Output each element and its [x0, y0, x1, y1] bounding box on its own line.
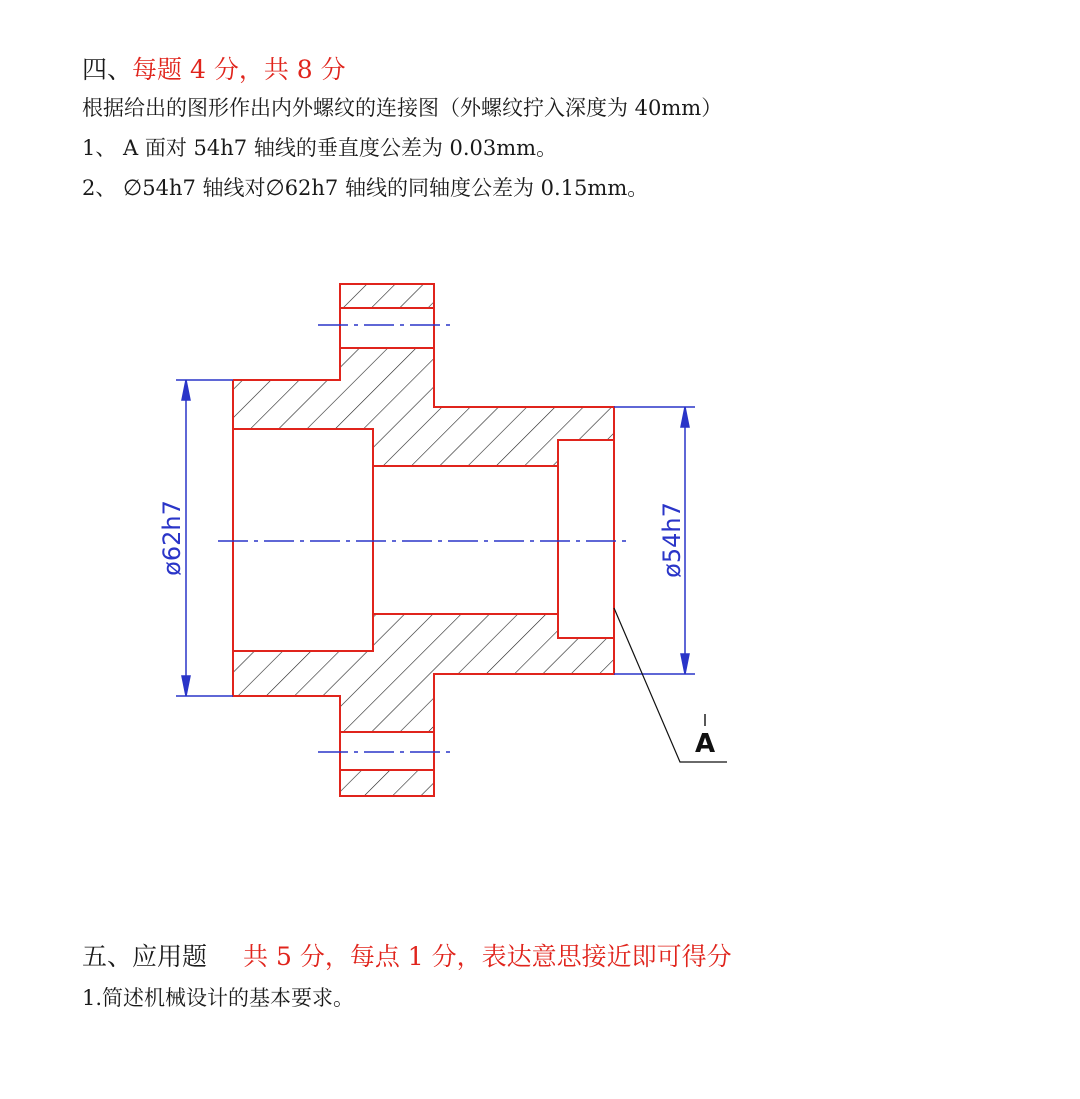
requirement-2-mid: 54h7 轴线对 — [142, 176, 266, 200]
datum-a-leader — [614, 608, 727, 762]
dimension-62h7 — [158, 380, 233, 696]
dimension-54h7 — [614, 407, 695, 674]
hatched-section — [233, 284, 614, 796]
section-4-instruction: 根据给出的图形作出内外螺纹的连接图（外螺纹拧入深度为 40mm） — [82, 96, 723, 120]
section-4-score: 每题 4 分，共 8 分 — [132, 55, 346, 84]
dimension-label-54h7: ø54h7 — [658, 502, 686, 578]
requirement-2-prefix: 2、 — [82, 176, 124, 200]
requirement-2-suffix: 62h7 轴线的同轴度公差为 0.15mm。 — [284, 176, 649, 200]
section-5-score: 共 5 分，每点 1 分，表达意思接近即可得分 — [243, 942, 732, 971]
requirement-1: 1、 A 面对 54h7 轴线的垂直度公差为 0.03mm。 — [82, 136, 558, 160]
question-1: 1.简述机械设计的基本要求。 — [82, 986, 355, 1010]
section-5-title: 五、应用题 — [82, 942, 208, 971]
datum-label-a: A — [694, 729, 716, 759]
diameter-symbol: ∅ — [265, 176, 285, 201]
section-4-number: 四、 — [82, 55, 133, 84]
diameter-symbol: ∅ — [123, 176, 143, 201]
section-5-heading — [82, 937, 732, 973]
dimension-label-62h7: ø62h7 — [158, 500, 186, 576]
